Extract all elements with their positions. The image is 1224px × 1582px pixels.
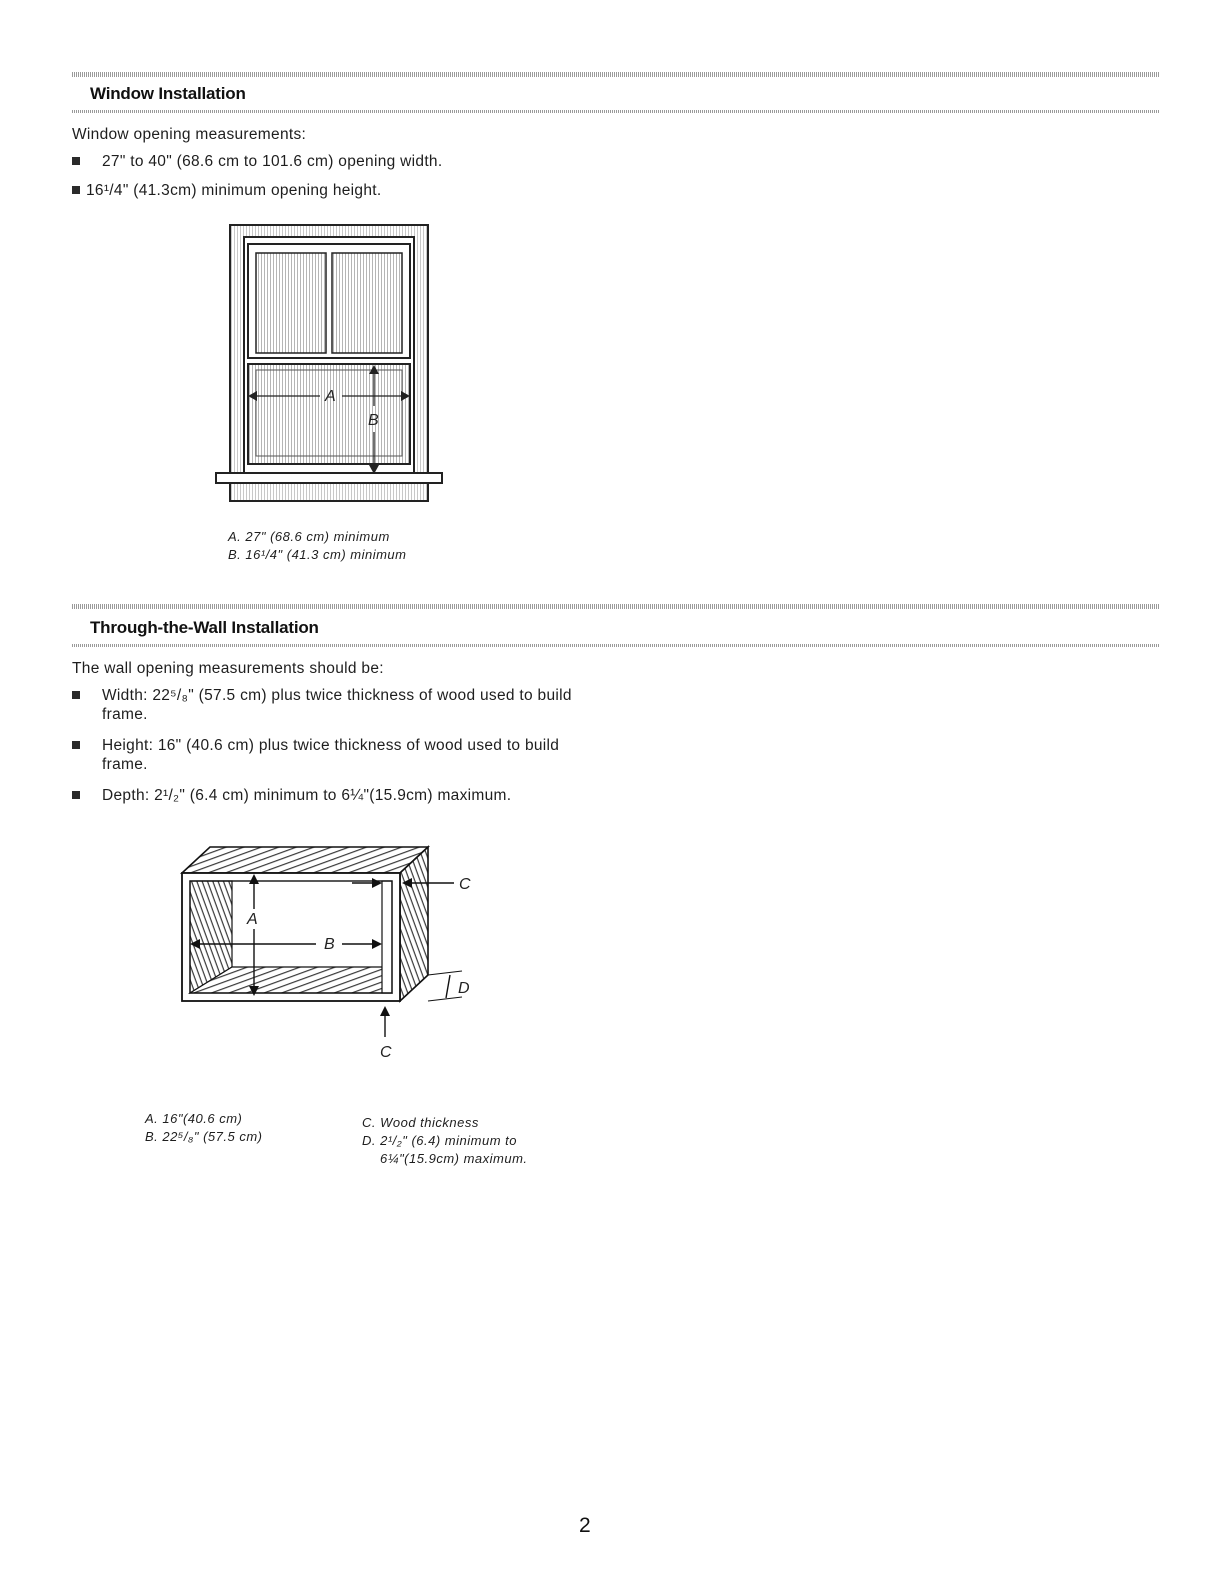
lower-opening	[248, 364, 410, 464]
section-divider-bottom	[72, 110, 1160, 113]
bullet-text: 16¹/4" (41.3cm) minimum opening height.	[86, 182, 382, 199]
wall-installation-title: Through-the-Wall Installation	[90, 618, 319, 637]
caption-a: A. 27" (68.6 cm) minimum	[228, 529, 390, 544]
bullet-icon	[72, 691, 80, 699]
upper-pane-left	[256, 253, 326, 353]
bullet-text: Height: 16" (40.6 cm) plus twice thickness of wood used to build frame.	[102, 737, 560, 773]
bullet-text: 27" to 40" (68.6 cm to 101.6 cm) opening width.	[102, 153, 443, 170]
window-installation-title: Window Installation	[90, 84, 246, 103]
wall-frame-diagram	[170, 835, 500, 1065]
caption-b: B. 16¹/4" (41.3 cm) minimum	[228, 547, 407, 562]
window-diagram	[210, 220, 450, 510]
bullet-text: Depth: 2¹/₂" (6.4 cm) minimum to 6¼"(15.9cm) maximum.	[102, 787, 512, 804]
wall-caption-right	[362, 1114, 528, 1168]
window-sill	[216, 473, 442, 483]
dimension-a-label: A	[325, 388, 336, 405]
bullet-icon	[72, 157, 80, 165]
caption-b: B. 22⁵/₈" (57.5 cm)	[145, 1129, 263, 1144]
bullet-icon	[72, 186, 80, 194]
dimension-a-label: A	[247, 911, 258, 928]
caption-c: C. Wood thickness	[362, 1115, 479, 1130]
arrow-head	[380, 1006, 390, 1016]
section-divider-top	[72, 72, 1160, 77]
section-divider-bottom	[72, 644, 1160, 647]
right-side-board	[400, 847, 428, 1001]
window-caption	[228, 528, 407, 564]
c-label-bottom: C	[380, 1044, 392, 1061]
bullet-text: Width: 22⁵/₈" (57.5 cm) plus twice thickness of wood used to build frame.	[102, 687, 572, 723]
dimension-b-label: B	[324, 936, 335, 953]
wall-caption-left	[145, 1110, 263, 1146]
dimension-d-line	[446, 975, 450, 998]
window-intro-text: Window opening measurements:	[72, 126, 307, 143]
c-label-right: C	[459, 876, 471, 893]
d-label: D	[458, 980, 470, 997]
bullet-icon	[72, 741, 80, 749]
wall-intro-text: The wall opening measurements should be:	[72, 660, 384, 677]
right-inner-board	[382, 881, 392, 993]
caption-d: D. 2¹/₂" (6.4) minimum to	[362, 1133, 517, 1148]
top-board	[182, 847, 428, 873]
bullet-icon	[72, 791, 80, 799]
caption-d-cont: 6¼"(15.9cm) maximum.	[380, 1151, 528, 1166]
section-divider-top	[72, 604, 1160, 609]
dimension-b-label: B	[368, 412, 379, 429]
upper-pane-right	[332, 253, 402, 353]
caption-a: A. 16"(40.6 cm)	[145, 1111, 243, 1126]
page-number: 2	[579, 1514, 591, 1537]
